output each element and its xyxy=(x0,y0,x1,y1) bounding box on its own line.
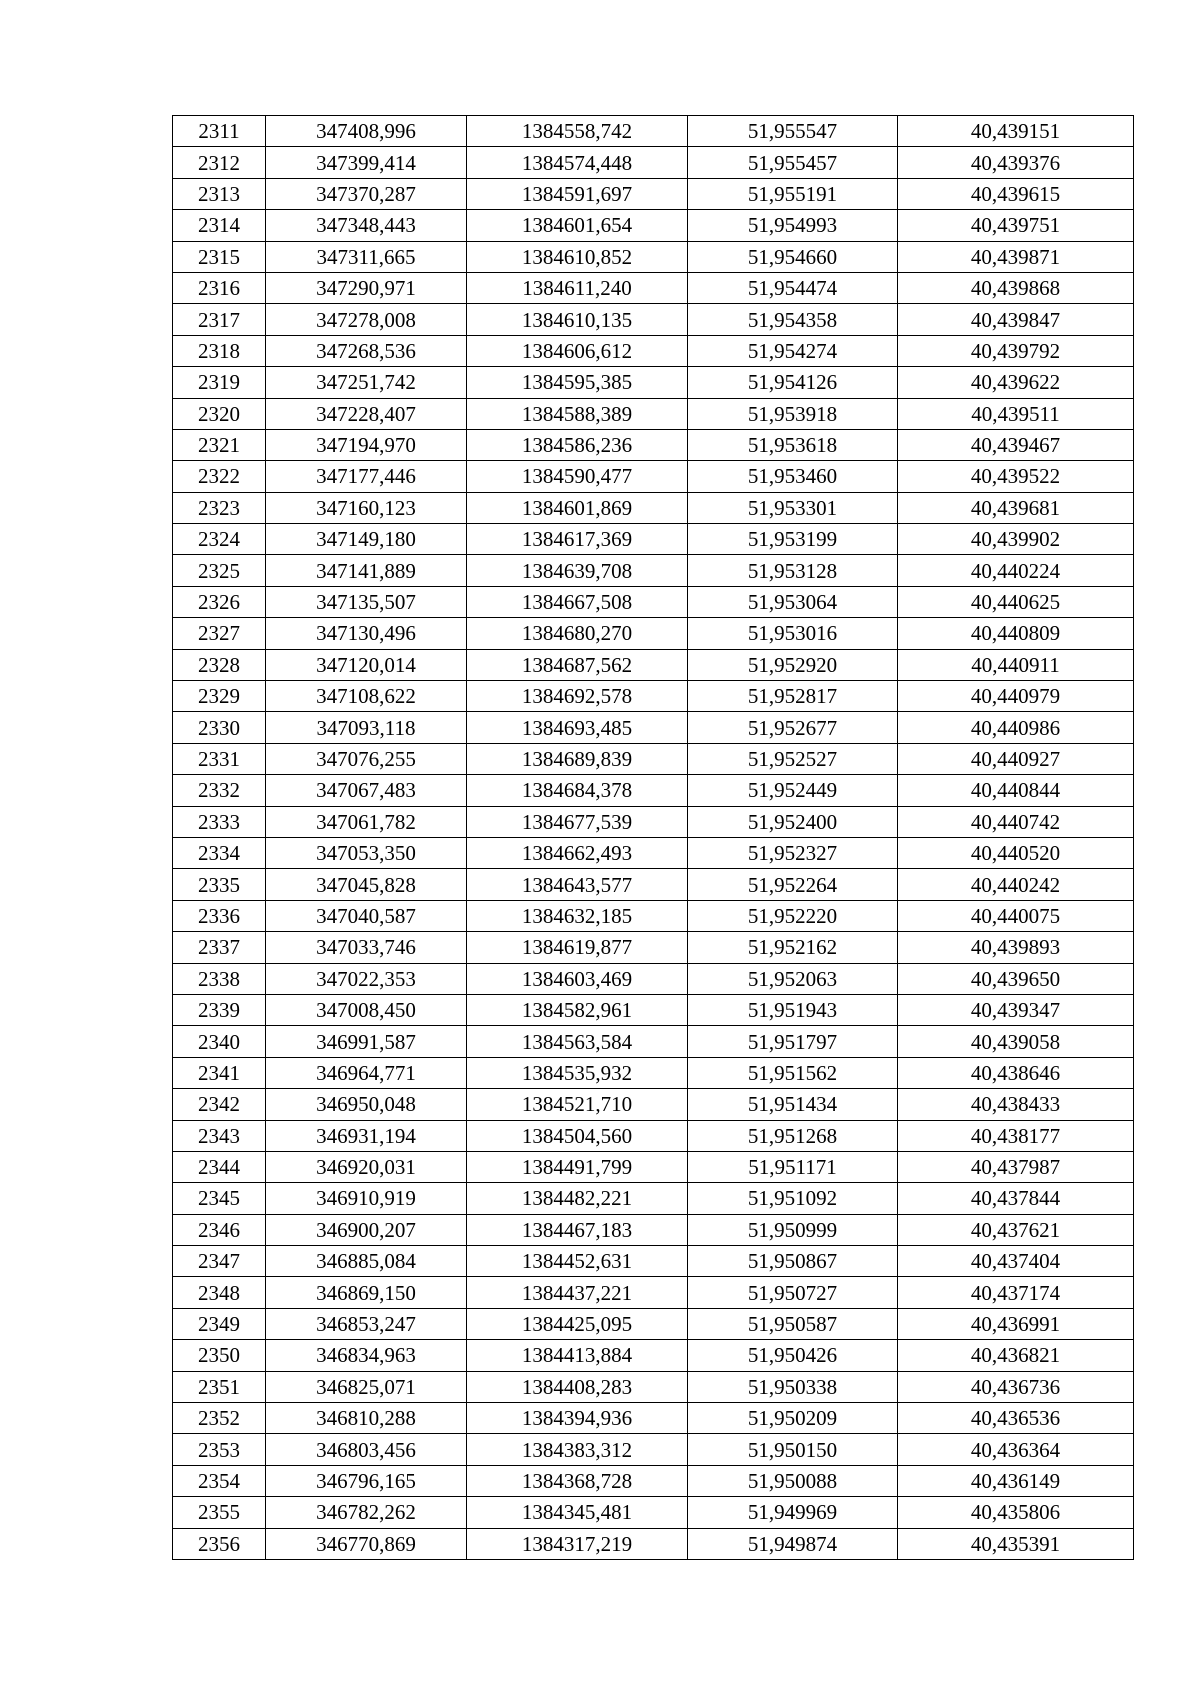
y-coordinate-cell: 1384617,369 xyxy=(467,524,688,555)
point-number-cell: 2324 xyxy=(173,524,266,555)
table-row xyxy=(173,1183,1134,1214)
y-coordinate-cell: 1384606,612 xyxy=(467,335,688,366)
latitude-cell: 51,952162 xyxy=(688,932,898,963)
y-coordinate-cell: 1384535,932 xyxy=(467,1057,688,1088)
coordinates-table-body xyxy=(173,116,1134,1560)
latitude-cell: 51,953301 xyxy=(688,492,898,523)
longitude-cell: 40,439902 xyxy=(898,524,1134,555)
x-coordinate-cell: 346931,194 xyxy=(266,1120,467,1151)
x-coordinate-cell: 347311,665 xyxy=(266,241,467,272)
y-coordinate-cell: 1384591,697 xyxy=(467,178,688,209)
x-coordinate-cell: 347120,014 xyxy=(266,649,467,680)
latitude-cell: 51,954274 xyxy=(688,335,898,366)
latitude-cell: 51,952677 xyxy=(688,712,898,743)
longitude-cell: 40,439376 xyxy=(898,147,1134,178)
point-number-cell: 2355 xyxy=(173,1497,266,1528)
latitude-cell: 51,951562 xyxy=(688,1057,898,1088)
point-number-cell: 2334 xyxy=(173,837,266,868)
longitude-cell: 40,437987 xyxy=(898,1151,1134,1182)
y-coordinate-cell: 1384394,936 xyxy=(467,1403,688,1434)
point-number-cell: 2356 xyxy=(173,1528,266,1559)
x-coordinate-cell: 347033,746 xyxy=(266,932,467,963)
latitude-cell: 51,951434 xyxy=(688,1089,898,1120)
x-coordinate-cell: 346782,262 xyxy=(266,1497,467,1528)
y-coordinate-cell: 1384521,710 xyxy=(467,1089,688,1120)
table-row xyxy=(173,178,1134,209)
longitude-cell: 40,440742 xyxy=(898,806,1134,837)
latitude-cell: 51,952400 xyxy=(688,806,898,837)
table-row xyxy=(173,869,1134,900)
latitude-cell: 51,952327 xyxy=(688,837,898,868)
latitude-cell: 51,950727 xyxy=(688,1277,898,1308)
point-number-cell: 2314 xyxy=(173,210,266,241)
point-number-cell: 2353 xyxy=(173,1434,266,1465)
longitude-cell: 40,439622 xyxy=(898,367,1134,398)
point-number-cell: 2346 xyxy=(173,1214,266,1245)
table-row xyxy=(173,963,1134,994)
table-row xyxy=(173,932,1134,963)
longitude-cell: 40,440986 xyxy=(898,712,1134,743)
longitude-cell: 40,439650 xyxy=(898,963,1134,994)
table-row xyxy=(173,900,1134,931)
y-coordinate-cell: 1384692,578 xyxy=(467,681,688,712)
y-coordinate-cell: 1384601,869 xyxy=(467,492,688,523)
longitude-cell: 40,439871 xyxy=(898,241,1134,272)
table-row xyxy=(173,743,1134,774)
point-number-cell: 2321 xyxy=(173,429,266,460)
latitude-cell: 51,950088 xyxy=(688,1465,898,1496)
longitude-cell: 40,440927 xyxy=(898,743,1134,774)
x-coordinate-cell: 347268,536 xyxy=(266,335,467,366)
table-row xyxy=(173,1528,1134,1559)
longitude-cell: 40,436149 xyxy=(898,1465,1134,1496)
latitude-cell: 51,953618 xyxy=(688,429,898,460)
table-row xyxy=(173,1403,1134,1434)
table-row xyxy=(173,367,1134,398)
point-number-cell: 2323 xyxy=(173,492,266,523)
x-coordinate-cell: 347093,118 xyxy=(266,712,467,743)
point-number-cell: 2345 xyxy=(173,1183,266,1214)
y-coordinate-cell: 1384677,539 xyxy=(467,806,688,837)
x-coordinate-cell: 346803,456 xyxy=(266,1434,467,1465)
latitude-cell: 51,952063 xyxy=(688,963,898,994)
longitude-cell: 40,436736 xyxy=(898,1371,1134,1402)
x-coordinate-cell: 347408,996 xyxy=(266,116,467,147)
point-number-cell: 2333 xyxy=(173,806,266,837)
latitude-cell: 51,950209 xyxy=(688,1403,898,1434)
latitude-cell: 51,952449 xyxy=(688,775,898,806)
y-coordinate-cell: 1384632,185 xyxy=(467,900,688,931)
point-number-cell: 2328 xyxy=(173,649,266,680)
y-coordinate-cell: 1384611,240 xyxy=(467,272,688,303)
table-row xyxy=(173,806,1134,837)
x-coordinate-cell: 347290,971 xyxy=(266,272,467,303)
x-coordinate-cell: 347130,496 xyxy=(266,618,467,649)
table-row xyxy=(173,241,1134,272)
x-coordinate-cell: 347399,414 xyxy=(266,147,467,178)
y-coordinate-cell: 1384603,469 xyxy=(467,963,688,994)
point-number-cell: 2347 xyxy=(173,1246,266,1277)
latitude-cell: 51,954993 xyxy=(688,210,898,241)
longitude-cell: 40,440075 xyxy=(898,900,1134,931)
point-number-cell: 2329 xyxy=(173,681,266,712)
table-row xyxy=(173,116,1134,147)
x-coordinate-cell: 347348,443 xyxy=(266,210,467,241)
table-row xyxy=(173,712,1134,743)
y-coordinate-cell: 1384413,884 xyxy=(467,1340,688,1371)
x-coordinate-cell: 346825,071 xyxy=(266,1371,467,1402)
point-number-cell: 2312 xyxy=(173,147,266,178)
x-coordinate-cell: 346964,771 xyxy=(266,1057,467,1088)
y-coordinate-cell: 1384662,493 xyxy=(467,837,688,868)
longitude-cell: 40,435806 xyxy=(898,1497,1134,1528)
point-number-cell: 2325 xyxy=(173,555,266,586)
latitude-cell: 51,951943 xyxy=(688,994,898,1025)
y-coordinate-cell: 1384639,708 xyxy=(467,555,688,586)
x-coordinate-cell: 347108,622 xyxy=(266,681,467,712)
y-coordinate-cell: 1384595,385 xyxy=(467,367,688,398)
table-row xyxy=(173,1151,1134,1182)
table-row xyxy=(173,461,1134,492)
longitude-cell: 40,437844 xyxy=(898,1183,1134,1214)
x-coordinate-cell: 347053,350 xyxy=(266,837,467,868)
longitude-cell: 40,436821 xyxy=(898,1340,1134,1371)
point-number-cell: 2327 xyxy=(173,618,266,649)
longitude-cell: 40,439511 xyxy=(898,398,1134,429)
longitude-cell: 40,439467 xyxy=(898,429,1134,460)
y-coordinate-cell: 1384601,654 xyxy=(467,210,688,241)
y-coordinate-cell: 1384680,270 xyxy=(467,618,688,649)
x-coordinate-cell: 346770,869 xyxy=(266,1528,467,1559)
y-coordinate-cell: 1384588,389 xyxy=(467,398,688,429)
y-coordinate-cell: 1384687,562 xyxy=(467,649,688,680)
point-number-cell: 2338 xyxy=(173,963,266,994)
y-coordinate-cell: 1384610,135 xyxy=(467,304,688,335)
point-number-cell: 2317 xyxy=(173,304,266,335)
y-coordinate-cell: 1384383,312 xyxy=(467,1434,688,1465)
y-coordinate-cell: 1384467,183 xyxy=(467,1214,688,1245)
x-coordinate-cell: 346900,207 xyxy=(266,1214,467,1245)
point-number-cell: 2322 xyxy=(173,461,266,492)
point-number-cell: 2343 xyxy=(173,1120,266,1151)
x-coordinate-cell: 347135,507 xyxy=(266,586,467,617)
latitude-cell: 51,951268 xyxy=(688,1120,898,1151)
table-row xyxy=(173,1026,1134,1057)
table-row xyxy=(173,304,1134,335)
y-coordinate-cell: 1384563,584 xyxy=(467,1026,688,1057)
table-row xyxy=(173,681,1134,712)
point-number-cell: 2350 xyxy=(173,1340,266,1371)
table-row xyxy=(173,1465,1134,1496)
longitude-cell: 40,436364 xyxy=(898,1434,1134,1465)
y-coordinate-cell: 1384689,839 xyxy=(467,743,688,774)
latitude-cell: 51,955457 xyxy=(688,147,898,178)
latitude-cell: 51,950338 xyxy=(688,1371,898,1402)
y-coordinate-cell: 1384684,378 xyxy=(467,775,688,806)
y-coordinate-cell: 1384317,219 xyxy=(467,1528,688,1559)
x-coordinate-cell: 347022,353 xyxy=(266,963,467,994)
x-coordinate-cell: 346834,963 xyxy=(266,1340,467,1371)
longitude-cell: 40,440224 xyxy=(898,555,1134,586)
table-row xyxy=(173,618,1134,649)
latitude-cell: 51,952220 xyxy=(688,900,898,931)
table-row xyxy=(173,1434,1134,1465)
point-number-cell: 2340 xyxy=(173,1026,266,1057)
y-coordinate-cell: 1384368,728 xyxy=(467,1465,688,1496)
table-row xyxy=(173,272,1134,303)
point-number-cell: 2337 xyxy=(173,932,266,963)
x-coordinate-cell: 347278,008 xyxy=(266,304,467,335)
latitude-cell: 51,953460 xyxy=(688,461,898,492)
table-row xyxy=(173,1089,1134,1120)
latitude-cell: 51,951092 xyxy=(688,1183,898,1214)
point-number-cell: 2332 xyxy=(173,775,266,806)
point-number-cell: 2316 xyxy=(173,272,266,303)
x-coordinate-cell: 346950,048 xyxy=(266,1089,467,1120)
x-coordinate-cell: 346920,031 xyxy=(266,1151,467,1182)
point-number-cell: 2344 xyxy=(173,1151,266,1182)
point-number-cell: 2335 xyxy=(173,869,266,900)
latitude-cell: 51,954660 xyxy=(688,241,898,272)
point-number-cell: 2326 xyxy=(173,586,266,617)
longitude-cell: 40,438177 xyxy=(898,1120,1134,1151)
latitude-cell: 51,949969 xyxy=(688,1497,898,1528)
point-number-cell: 2318 xyxy=(173,335,266,366)
table-row xyxy=(173,1214,1134,1245)
table-row xyxy=(173,210,1134,241)
point-number-cell: 2319 xyxy=(173,367,266,398)
table-row xyxy=(173,994,1134,1025)
longitude-cell: 40,439615 xyxy=(898,178,1134,209)
x-coordinate-cell: 346885,084 xyxy=(266,1246,467,1277)
latitude-cell: 51,951171 xyxy=(688,1151,898,1182)
x-coordinate-cell: 347370,287 xyxy=(266,178,467,209)
longitude-cell: 40,436991 xyxy=(898,1308,1134,1339)
x-coordinate-cell: 347251,742 xyxy=(266,367,467,398)
y-coordinate-cell: 1384482,221 xyxy=(467,1183,688,1214)
point-number-cell: 2349 xyxy=(173,1308,266,1339)
longitude-cell: 40,440844 xyxy=(898,775,1134,806)
y-coordinate-cell: 1384619,877 xyxy=(467,932,688,963)
y-coordinate-cell: 1384610,852 xyxy=(467,241,688,272)
x-coordinate-cell: 347194,970 xyxy=(266,429,467,460)
y-coordinate-cell: 1384586,236 xyxy=(467,429,688,460)
x-coordinate-cell: 347076,255 xyxy=(266,743,467,774)
longitude-cell: 40,437621 xyxy=(898,1214,1134,1245)
table-row xyxy=(173,1246,1134,1277)
longitude-cell: 40,439347 xyxy=(898,994,1134,1025)
longitude-cell: 40,436536 xyxy=(898,1403,1134,1434)
point-number-cell: 2336 xyxy=(173,900,266,931)
latitude-cell: 51,952817 xyxy=(688,681,898,712)
latitude-cell: 51,950867 xyxy=(688,1246,898,1277)
table-row xyxy=(173,524,1134,555)
table-row xyxy=(173,1371,1134,1402)
point-number-cell: 2339 xyxy=(173,994,266,1025)
longitude-cell: 40,438646 xyxy=(898,1057,1134,1088)
latitude-cell: 51,954474 xyxy=(688,272,898,303)
point-number-cell: 2313 xyxy=(173,178,266,209)
table-row xyxy=(173,492,1134,523)
latitude-cell: 51,951797 xyxy=(688,1026,898,1057)
table-row xyxy=(173,429,1134,460)
table-row xyxy=(173,1308,1134,1339)
table-row xyxy=(173,398,1134,429)
point-number-cell: 2348 xyxy=(173,1277,266,1308)
point-number-cell: 2311 xyxy=(173,116,266,147)
point-number-cell: 2320 xyxy=(173,398,266,429)
point-number-cell: 2351 xyxy=(173,1371,266,1402)
y-coordinate-cell: 1384504,560 xyxy=(467,1120,688,1151)
latitude-cell: 51,953128 xyxy=(688,555,898,586)
y-coordinate-cell: 1384667,508 xyxy=(467,586,688,617)
latitude-cell: 51,953918 xyxy=(688,398,898,429)
x-coordinate-cell: 346853,247 xyxy=(266,1308,467,1339)
y-coordinate-cell: 1384408,283 xyxy=(467,1371,688,1402)
latitude-cell: 51,950150 xyxy=(688,1434,898,1465)
point-number-cell: 2341 xyxy=(173,1057,266,1088)
latitude-cell: 51,952527 xyxy=(688,743,898,774)
x-coordinate-cell: 347045,828 xyxy=(266,869,467,900)
latitude-cell: 51,950587 xyxy=(688,1308,898,1339)
y-coordinate-cell: 1384590,477 xyxy=(467,461,688,492)
x-coordinate-cell: 347160,123 xyxy=(266,492,467,523)
x-coordinate-cell: 347008,450 xyxy=(266,994,467,1025)
y-coordinate-cell: 1384437,221 xyxy=(467,1277,688,1308)
longitude-cell: 40,439847 xyxy=(898,304,1134,335)
table-row xyxy=(173,586,1134,617)
table-row xyxy=(173,335,1134,366)
x-coordinate-cell: 347040,587 xyxy=(266,900,467,931)
point-number-cell: 2342 xyxy=(173,1089,266,1120)
latitude-cell: 51,953064 xyxy=(688,586,898,617)
latitude-cell: 51,949874 xyxy=(688,1528,898,1559)
x-coordinate-cell: 346810,288 xyxy=(266,1403,467,1434)
y-coordinate-cell: 1384491,799 xyxy=(467,1151,688,1182)
latitude-cell: 51,955191 xyxy=(688,178,898,209)
table-row xyxy=(173,1497,1134,1528)
y-coordinate-cell: 1384425,095 xyxy=(467,1308,688,1339)
x-coordinate-cell: 346869,150 xyxy=(266,1277,467,1308)
x-coordinate-cell: 347228,407 xyxy=(266,398,467,429)
table-row xyxy=(173,147,1134,178)
x-coordinate-cell: 346991,587 xyxy=(266,1026,467,1057)
table-row xyxy=(173,837,1134,868)
table-row xyxy=(173,1057,1134,1088)
longitude-cell: 40,440242 xyxy=(898,869,1134,900)
longitude-cell: 40,440911 xyxy=(898,649,1134,680)
y-coordinate-cell: 1384574,448 xyxy=(467,147,688,178)
longitude-cell: 40,439792 xyxy=(898,335,1134,366)
y-coordinate-cell: 1384582,961 xyxy=(467,994,688,1025)
table-row xyxy=(173,649,1134,680)
x-coordinate-cell: 347061,782 xyxy=(266,806,467,837)
longitude-cell: 40,437404 xyxy=(898,1246,1134,1277)
point-number-cell: 2354 xyxy=(173,1465,266,1496)
table-row xyxy=(173,555,1134,586)
table-row xyxy=(173,1277,1134,1308)
longitude-cell: 40,440979 xyxy=(898,681,1134,712)
y-coordinate-cell: 1384452,631 xyxy=(467,1246,688,1277)
latitude-cell: 51,954126 xyxy=(688,367,898,398)
latitude-cell: 51,952920 xyxy=(688,649,898,680)
latitude-cell: 51,953199 xyxy=(688,524,898,555)
longitude-cell: 40,438433 xyxy=(898,1089,1134,1120)
y-coordinate-cell: 1384643,577 xyxy=(467,869,688,900)
latitude-cell: 51,952264 xyxy=(688,869,898,900)
longitude-cell: 40,439868 xyxy=(898,272,1134,303)
point-number-cell: 2315 xyxy=(173,241,266,272)
x-coordinate-cell: 346910,919 xyxy=(266,1183,467,1214)
y-coordinate-cell: 1384693,485 xyxy=(467,712,688,743)
x-coordinate-cell: 347149,180 xyxy=(266,524,467,555)
longitude-cell: 40,439151 xyxy=(898,116,1134,147)
y-coordinate-cell: 1384558,742 xyxy=(467,116,688,147)
longitude-cell: 40,439681 xyxy=(898,492,1134,523)
x-coordinate-cell: 347067,483 xyxy=(266,775,467,806)
table-row xyxy=(173,775,1134,806)
longitude-cell: 40,440625 xyxy=(898,586,1134,617)
y-coordinate-cell: 1384345,481 xyxy=(467,1497,688,1528)
point-number-cell: 2330 xyxy=(173,712,266,743)
table-row xyxy=(173,1120,1134,1151)
latitude-cell: 51,953016 xyxy=(688,618,898,649)
latitude-cell: 51,950426 xyxy=(688,1340,898,1371)
longitude-cell: 40,440520 xyxy=(898,837,1134,868)
longitude-cell: 40,437174 xyxy=(898,1277,1134,1308)
longitude-cell: 40,439522 xyxy=(898,461,1134,492)
latitude-cell: 51,950999 xyxy=(688,1214,898,1245)
x-coordinate-cell: 346796,165 xyxy=(266,1465,467,1496)
longitude-cell: 40,439058 xyxy=(898,1026,1134,1057)
longitude-cell: 40,440809 xyxy=(898,618,1134,649)
longitude-cell: 40,439893 xyxy=(898,932,1134,963)
table-row xyxy=(173,1340,1134,1371)
latitude-cell: 51,954358 xyxy=(688,304,898,335)
x-coordinate-cell: 347141,889 xyxy=(266,555,467,586)
longitude-cell: 40,435391 xyxy=(898,1528,1134,1559)
x-coordinate-cell: 347177,446 xyxy=(266,461,467,492)
latitude-cell: 51,955547 xyxy=(688,116,898,147)
point-number-cell: 2331 xyxy=(173,743,266,774)
point-number-cell: 2352 xyxy=(173,1403,266,1434)
longitude-cell: 40,439751 xyxy=(898,210,1134,241)
coordinates-table xyxy=(172,115,1134,1560)
